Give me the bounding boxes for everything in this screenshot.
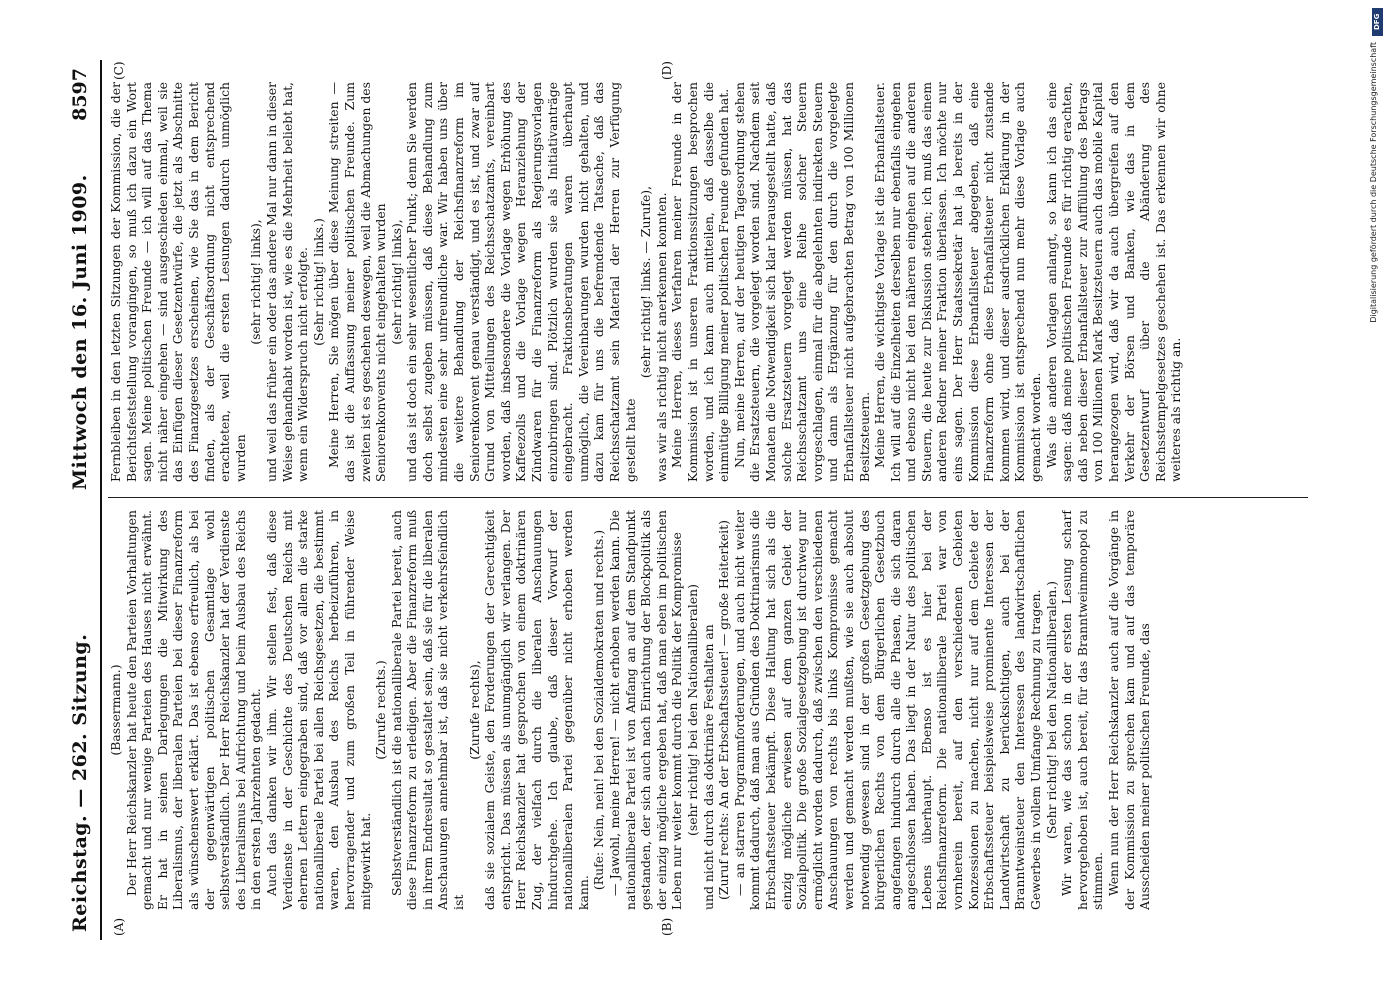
speaker-name: (Bassermann.) [108,664,123,756]
paragraph: Fernbleiben in den letzten Sitzungen der Kommission, die der Berichtsfeststellung vorangingen, so muß ich dazu ein Wort sagen. Meine politischen Freunde — ich will auf das Thema nicht näher eingehen — sind ausgeschieden einmal, weil sie das Einfügen dieser Gesetzentwürfe, die jetzt als Abschnitte des Finanzgesetzes erscheinen, wie Sie das in dem Bericht finden, als der Geschäftsordnung nicht entsprechend erachteten, weil die ersten Lesungen dadurch unmöglich wurden [108,82,248,482]
interjection: (sehr richtig! links. — Zurufe), [638,185,654,379]
interjection: (sehr richtig! links), [248,219,264,345]
header-date: Mittwoch den 16. Juni 1909. [69,174,91,490]
page-header [60,60,102,940]
paragraph: Selbstverständlich ist die nationalliberale Partei bereit, auch diese Finanzreform zu erledigen. Aber die Finanzreform muß in ihrem Endresultat so gestaltet sein, daß sie für die liberalen Anschauungen annehmbar ist, daß sie nicht verkehrsfeindlich ist [388,510,467,910]
paragraph: Wenn nun der Herr Reichskanzler auch auf die Vorgänge in der Kommission zu sprechen kam und auf das temporäre Ausscheiden meiner politischen Freunde, das [1106,510,1153,910]
paragraph: Meine Herren, dieses Verfahren meiner Freunde in der Kommission ist in unseren Fraktionssitzungen besprochen worden, und ich kann auch mitteilen, daß dasselbe die einmütige Billigung meiner politischen Freunde gefunden hat. [669,82,732,482]
paragraph: Nun, meine Herren, auf der heutigen Tagesordnung stehen die Ersatzsteuern, die vorgelegt worden sind. Nachdem seit Monaten die Notwendigkeit sich klar herausgestellt hatte, daß solche Ersatzsteuern vorgelegt werden müssen, hat das Reichsschatzamt uns eine Reihe solcher Steuern vorgeschlagen, einmal für die abgelehnten indirekten Steuern und dann als Ergänzung für den durch die vorgelegte Erbanfallsteuer nicht aufgebrachten Betrag von 100 Millionen Besitzsteuern. [731,82,872,482]
margin-marker-b: (B) [660,917,674,936]
paragraph: — an starren Programmforderungen, und auch nicht weiter kommt dadurch, daß man aus Gründen des Doktrinarismus die Erbschaftssteuer bekämpft. Diese Haltung hat sich als die einzig mögliche erwiesen auf dem ganzen Gebiet der Sozialpolitik. Die große Sozialgesetzgebung ist durchweg nur ermöglicht worden dadurch, daß zwischen den verschiedenen Anschauungen von rechts bis links Kompromisse gemacht werden und gemacht werden mußten, wie sie auch absolut notwendig gewesen sind in der großen Gesetzgebung des bürgerlichen Rechts von dem Bürgerlichen Gesetzbuch angefangen hindurch durch alle die Phasen, die sich daran angeschlossen haben. Das liegt in der Natur des politischen Lebens überhaupt. Ebenso ist es hier bei der Reichsfinanzreform. Die nationalliberale Partei war von vornherein bereit, auf den verschiedenen Gebieten Konzessionen zu machen, nicht nur auf dem Gebiete der Erbschaftssteuer beispielsweise prominente Interessen der Landwirtschaft zu berücksichtigen, auch bei der Branntweinsteuer den Interessen des landwirtschaftlichen Gewerbes in vollem Umfange Rechnung zu tragen. [731,510,1044,910]
paragraph: was wir als richtig nicht anerkennen konnten. [653,192,669,482]
interjection: (Zurufe rechts), [466,660,482,760]
right-column [108,82,1308,482]
paragraph: Meine Herren, Sie mögen über diese Meinung streiten — das ist die Auffassung meiner politischen Freunde. Zum zweiten ist es geschehen deswegen, weil die Abmachungen des Seniorenkonvents nicht eingehalten wurden [326,82,389,482]
paragraph: Auch das danken wir ihm. Wir stellen fest, daß diese Verdienste in der Geschichte des Deutschen Reichs mit ehernen Lettern eingegraben sind, daß vor allem die starke nationalliberale Partei bei allen Reichsgesetzen, die bestimmt waren, den Ausbau des Reichs herbeizuführen, in hervorragender und zum großen Teil in führender Weise mitgewirkt hat. [263,510,373,910]
paragraph: daß sie sozialem Geiste, den Forderungen der Gerechtigkeit entspricht. Das müssen als unumgänglich wir verlangen. Der Herr Reichskanzler hat gesprochen von einem doktrinären Zug, der vielfach durch die liberalen Anschauungen hindurchgehe. Ich glaube, daß dieser Vorwurf der nationalliberalen Partei gegenüber nicht erhoben werden kann. [482,510,591,910]
interjection: (Sehr richtig! links.) [310,218,326,346]
paragraph: und nicht durch das doktrinäre Festhalten an [700,624,716,910]
paragraph: Der Herr Reichskanzler hat heute den Parteien Vorhaltungen gemacht und nur wenige Parteien des Hauses nicht erwähnt. Er hat in seinen Darlegungen die Mitwirkung des Liberalismus, der liberalen Parteien bei dieser Finanzreform als wünschenswert erklärt. Das ist ebenso erfreulich, als bei der gegenwärtigen politischen Gesamtlage wohl selbstverständlich. Der Herr Reichskanzler hat der Verdienste des Liberalismus bei Aufrichtung und beim Ausbau des Reichs in den ersten Jahrzehnten gedacht. [123,510,264,910]
page-number: 8597 [69,68,91,121]
paragraph: und weil das früher ein oder das andere Mal nur dann in dieser Weise gehandhabt worden ist, wie es die Mehrheit beliebt hat, wenn ein Widerspruch nicht erfolgte. [263,82,311,482]
margin-marker-c: (C) [112,61,126,80]
digitization-sidebar [1369,8,1383,998]
dfg-logo-icon: DFG [1372,8,1383,36]
digitization-credit: Digitalisierung gefördert durch die Deutsche Forschungsgemeinschaft [1369,42,1378,323]
interjection: (Sehr richtig! bei den Nationalliberalen.) [1043,581,1059,839]
header-left-title: Reichstag. — 262. Sitzung. [69,633,91,932]
interjection: (Zuruf rechts: An der Erbschaftssteuer! — große Heiterkeit) [716,520,732,900]
paragraph: Was die anderen Vorlagen anlangt, so kann ich das eine sagen: daß meine politischen Freunde es für richtig erachten, daß neben dieser Erbanfallsteuer zur Auffüllung des Betrags von 100 Millionen Mark Besitzsteuern auch das mobile Kapital herangezogen wird, daß wir da auch übergreifen auf den Verkehr der Börsen und Banken, wie das in dem Gesetzentwurf über die Abänderung des Reichsstempelgesetzes geschehen ist. Das erkennen wir ohne weiteres als richtig an. [1043,82,1184,482]
interjection: (sehr richtig! links), [388,219,404,345]
margin-marker-d: (D) [660,61,674,80]
left-column [108,510,1308,910]
interjection: (Rufe: Nein, nein! bei den Sozialdemokraten und rechts.) [591,529,607,891]
paragraph: und das ist doch ein sehr wesentlicher Punkt; denn Sie werden doch selbst zugeben müssen, daß diese Behandlung zum mindesten eine sehr unfreundliche war. Wir haben uns über die weitere Behandlung der Reichsfinanzreform im Seniorenkonvent genau verständigt, und es ist, und zwar auf Grund von Mitteilungen des Reichsschatzamts, vereinbart worden, daß insbesondere die Vorlage wegen Erhöhung des Kaffeezolls und die Vorlage wegen Heranziehung der Zündwaren für die Finanzreform als Regierungsvorlagen einzubringen sind. Plötzlich wurden sie als Initiativanträge eingebracht. Fraktionsberatungen waren überhaupt unmöglich, die Vereinbarungen wurden nicht gehalten, und dazu kam für uns die befremdende Tatsache, daß das Reichsschatzamt sein Material der Herren zur Verfügung gestellt hatte [404,82,638,482]
rotated-page [60,60,1320,940]
paragraph: Meine Herren, die wichtigste Vorlage ist die Erbanfallsteuer. Ich will auf die Einzelheiten derselben nur ebenfalls eingehen und ebenso nicht bei den näheren eingehen auf die anderen Steuern, die heute zur Diskussion stehen; ich muß das einem anderen Redner meiner Fraktion überlassen. Ich möchte nur eins sagen. Der Herr Staatssekretär hat ja bereits in der Kommission diese Erbanfallsteuer abgegeben, daß eine Finanzreform ohne diese Erbanfallsteuer nicht zustande kommen wird, und dieser ausdrücklichen Erklärung in der Kommission ist entsprechend nun mehr diese Vorlage auch gemacht worden. [872,82,1044,482]
interjection: (Zurufe rechts.) [373,660,389,760]
interjection: (sehr richtig! bei den Nationalliberalen) [684,584,700,836]
margin-marker-a: (A) [112,917,126,936]
paragraph: Wir waren, wie das schon in der ersten Lesung scharf hervorgehoben ist, auch bereit, für das Branntweinmonopol zu stimmen. [1059,510,1106,910]
paragraph: — Jawohl, meine Herren! — nicht erhoben werden kann. Die nationalliberale Partei ist von Anfang an auf dem Standpunkt gestanden, der sich auch nach Einrichtung der Blockpolitik als der einzig mögliche ergeben hat, daß man eben im politischen Leben nur weiter kommt durch die Politik der Kompromisse [607,510,685,910]
column-divider [108,497,1308,498]
